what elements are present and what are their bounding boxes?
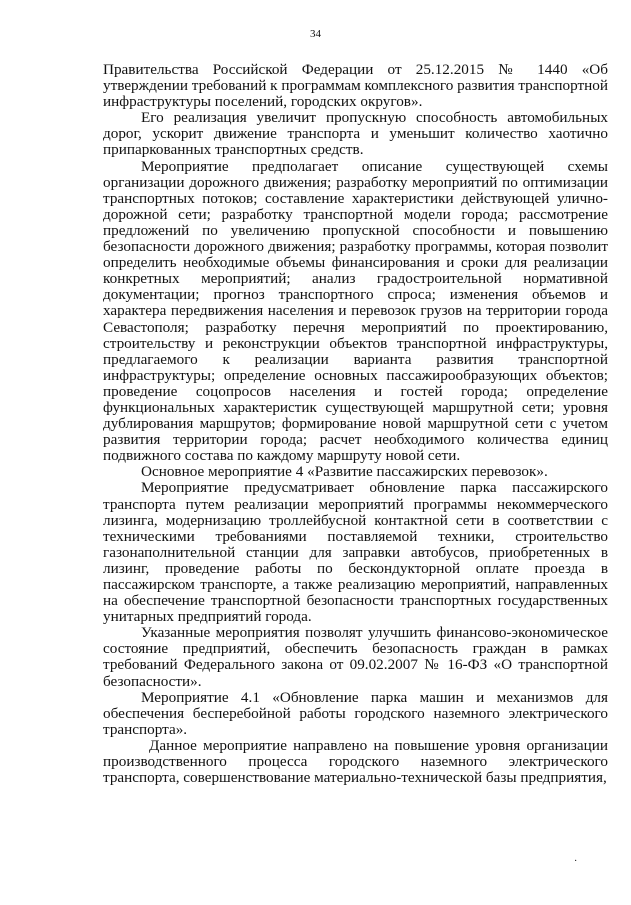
paragraph-continuation: Правительства Российской Федерации от 25.12.2015 № 1440 «Об утверждении требований к программам комплексного развития транспортной инфраструктуры поселений, городских округов». [103,61,608,111]
paragraph-effect: Его реализация увеличит пропускную способность автомобильных дорог, ускорит движение транспорта и уменьшит количество хаотично припаркованных транспортных средств. [103,109,608,159]
page-number: 34 [310,28,321,40]
document-body [103,62,608,786]
corner-mark: · [574,856,578,867]
paragraph-activity-4-1-heading: Мероприятие 4.1 «Обновление парка машин и механизмов для обеспечения бесперебойной работы городского наземного электрического транспорта». [103,688,608,738]
paragraph-activity-description: Мероприятие предполагает описание существующей схемы организации дорожного движения; разработку мероприятий по оптимизации транспортных потоков; составление характеристики действующей улично-дорожной сети; разработку транспортной модели города; рассмотрение предложений по увеличению пропускной способности и повышению безопасности дорожного движения; разработку программы, которая позволит определить необходимые объемы финансирования и сроки для реализации конкретных мероприятий; анализ градостроительной нормативной документации; прогноз транспортного спроса; изменения объемов и характера передвижения населения и перевозок грузов на территории города Севастополя; разработку перечня мероприятий по проектированию, строительству и реконструкции объектов транспортной инфраструктуры, предлагаемого к реализации варианта развития транспортной инфраструктуры; определение основных пассажирообразующих объектов; проведение соцопросов населения и гостей города; определение функциональных характеристик существующей маршрутной сети; уровня дублирования маршрутов; формирование новой маршрутной сети с учетом развития территории города; расчет необходимого количества единиц подвижного состава по каждому маршруту новой сети. [103,157,608,465]
paragraph-main-activity-4-heading: Основное мероприятие 4 «Развитие пассажирских перевозок». [141,463,548,481]
paragraph-activity-4-description: Мероприятие предусматривает обновление парка пассажирского транспорта путем реализации мероприятий программы некоммерческого лизинга, модернизацию троллейбусной контактной сети в соответствии с техническими требованиями поставляемой техники, строительство газонаполнительной станции для заправки автобусов, приобретенных в лизинг, проведение работы по бескондукторной оплате проезда в пассажирском транспорте, а также реализацию мероприятий, направленных на обеспечение транспортной безопасности транспортных государственных унитарных предприятий города. [103,479,608,626]
paragraph-activity-4-1-description: Данное мероприятие направлено на повышение уровня организации производственного процесса городского наземного электрического транспорта, совершенствование материально-технической базы предприятия, [103,736,608,787]
paragraph-activity-4-effect: Указанные мероприятия позволят улучшить финансово-экономическое состояние предприятий, обеспечить безопасность граждан в рамках требований Федерального закона от 09.02.2007 № 16-ФЗ «О транспортной безопасности». [103,624,608,690]
